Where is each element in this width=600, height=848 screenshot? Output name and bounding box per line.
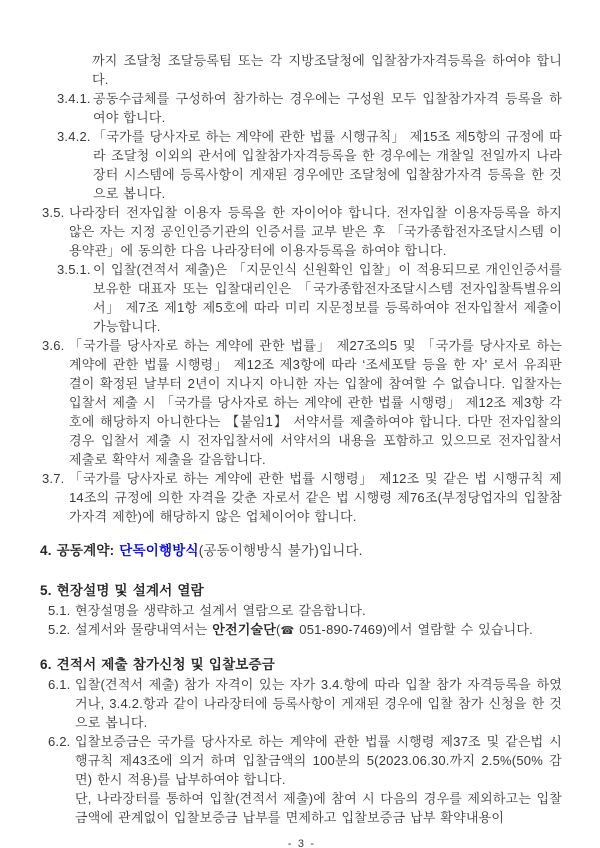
clause-text: [75, 620, 562, 640]
section-4-title: 4. 공동계약:: [40, 543, 120, 558]
clause-text: 「국가를 당사자로 하는 계약에 관한 법률」 제27조의5 및 「국가를 당사자로 하는 계약에 관한 법률 시행령」 제12조 제3항에 따라 ‘조세포탈 등을 한 자’ 로서 유죄판결이 확정된 날부터 2년이 지나지 아니한 자는 입찰에 참여할 수 없습니다. 입찰자는 입찰서 제출 시 「국가를 당사자로 하는 계약에 관한 법률 시행령」 제12조 제3항 각호에 해당하지 아니한다는 【붙임1】 서약서를 제출하여야 합니다. 다만 전자입찰의 경우 입찰서 제출 시 전자입찰서에 서약서의 내용을 포함하고 있으므로 전자입찰서 제출로 확약서 제출을 갈음합니다.: [69, 338, 562, 467]
clause-3-5-1: [40, 260, 562, 336]
section-5-heading: 5. 현장설명 및 설계서 열람: [40, 583, 204, 598]
paragraph-continuation: 까지 조달청 조달등록팀 또는 각 지방조달청에 입찰참가자격등록을 하여야 합니다.: [92, 53, 562, 87]
clause-5-1: [40, 601, 562, 620]
clause-3-6: [40, 336, 562, 469]
clause-6-2: [40, 732, 562, 827]
organization-name: 안전기술단: [212, 622, 277, 637]
paren-open: (: [276, 622, 281, 637]
clause-text-post: 051-890-7469)에서 열람할 수 있습니다.: [294, 622, 533, 637]
section-6-heading: 6. 견적서 제출 참가신청 및 입찰보증금: [40, 657, 276, 672]
phone-icon: ☎: [280, 624, 295, 637]
clause-6-1: [40, 675, 562, 732]
clause-main-text: 입찰보증금은 국가를 당사자로 하는 계약에 관한 법률 시행령 제37조 및 같은법 시행규칙 제43조에 의거 하며 입찰금액의 100분의 5(2023.06.30.까지 2.5%(50% 감면) 한시 적용)를 납부하여야 합니다.: [75, 734, 562, 787]
clause-3-4-2: [40, 127, 562, 203]
clause-number: 3.6.: [42, 338, 65, 353]
clause-text: 이 입찰(견적서 제출)은 「지문인식 신원확인 입찰」이 적용되므로 개인인증서를 보유한 대표자 또는 입찰대리인은 「국가종합전자조달시스템 전자입찰특별유의서」 제7조 제1항 제5호에 따라 미리 지문정보를 등록하여야 전자입찰서 제출이 가능합니다.: [93, 262, 562, 334]
clause-text: 「국가를 당사자로 하는 계약에 관한 법률 시행령」 제12조 및 같은 법 시행규칙 제14조의 규정에 의한 자격을 갖춘 자로서 같은 법 시행령 제76조(부정당업자의 입찰참가자격 제한)에 해당하지 않은 업체이어야 합니다.: [69, 471, 562, 524]
clause-text: 입찰(견적서 제출) 참가 자격이 있는 자가 3.4.항에 따라 입찰 참가 자격등록을 하였거나, 3.4.2.항과 같이 나라장터에 등록사항이 게재된 경우에 입찰 참가 신청을 한 것으로 봅니다.: [75, 677, 562, 730]
clause-text: 「국가를 당사자로 하는 계약에 관한 법률 시행규칙」 제15조 제5항의 규정에 따라 조달청 이외의 관서에 입찰참가자격등록을 한 경우에는 개찰일 전일까지 나라장터 시스템에 등록사항이 게재된 경우에만 조달청에 입찰참가자격 등록을 한 것으로 봅니다.: [93, 129, 562, 201]
clause-5-2: [40, 620, 562, 640]
page-number: - 3 -: [287, 838, 315, 848]
clause-note-text: 단, 나라장터를 통하여 입찰(견적서 제출)에 참여 시 다음의 경우를 제외하고는 입찰금액에 관계없이 입찰보증금 납부를 면제하고 입찰보증금 납부 확약내용이: [75, 791, 562, 825]
clause-number: 3.7.: [42, 471, 65, 486]
clause-number: 5.1.: [48, 603, 71, 618]
clause-3-4-1: [40, 89, 562, 127]
clause-number: 5.2.: [48, 622, 71, 637]
clause-number: 6.1.: [48, 677, 71, 692]
clause-text: 나라장터 전자입찰 이용자 등록을 한 자이어야 합니다. 전자입찰 이용자등록을 하지 않은 자는 지정 공인인증기관의 인증서를 교부 받은 후 「국가종합전자조달시스템 이용약관」에 동의한 다음 나라장터에 이용자등록을 하여야 합니다.: [69, 205, 562, 258]
clause-text: [75, 732, 562, 827]
section-4-emphasis: 단독이행방식: [119, 543, 199, 558]
clause-number: 3.5.: [42, 205, 65, 220]
clause-number: 6.2.: [48, 734, 71, 749]
clause-text: 공동수급체를 구성하여 참가하는 경우에는 구성원 모두 입찰참가자격 등록을 하여야 합니다.: [93, 91, 562, 125]
clause-text-pre: 설계서와 물량내역서는: [75, 622, 213, 637]
clause-number: 3.5.1.: [57, 262, 91, 277]
clause-number: 3.4.1.: [57, 91, 91, 106]
clause-3-7: [40, 469, 562, 526]
clause-number: 3.4.2.: [57, 129, 91, 144]
section-4-rest: (공동이행방식 불가)입니다.: [198, 543, 363, 558]
clause-text: 현장설명을 생략하고 설계서 열람으로 갈음합니다.: [75, 603, 366, 618]
clause-3-5: [40, 203, 562, 260]
section-4-joint-contract: [40, 541, 562, 560]
